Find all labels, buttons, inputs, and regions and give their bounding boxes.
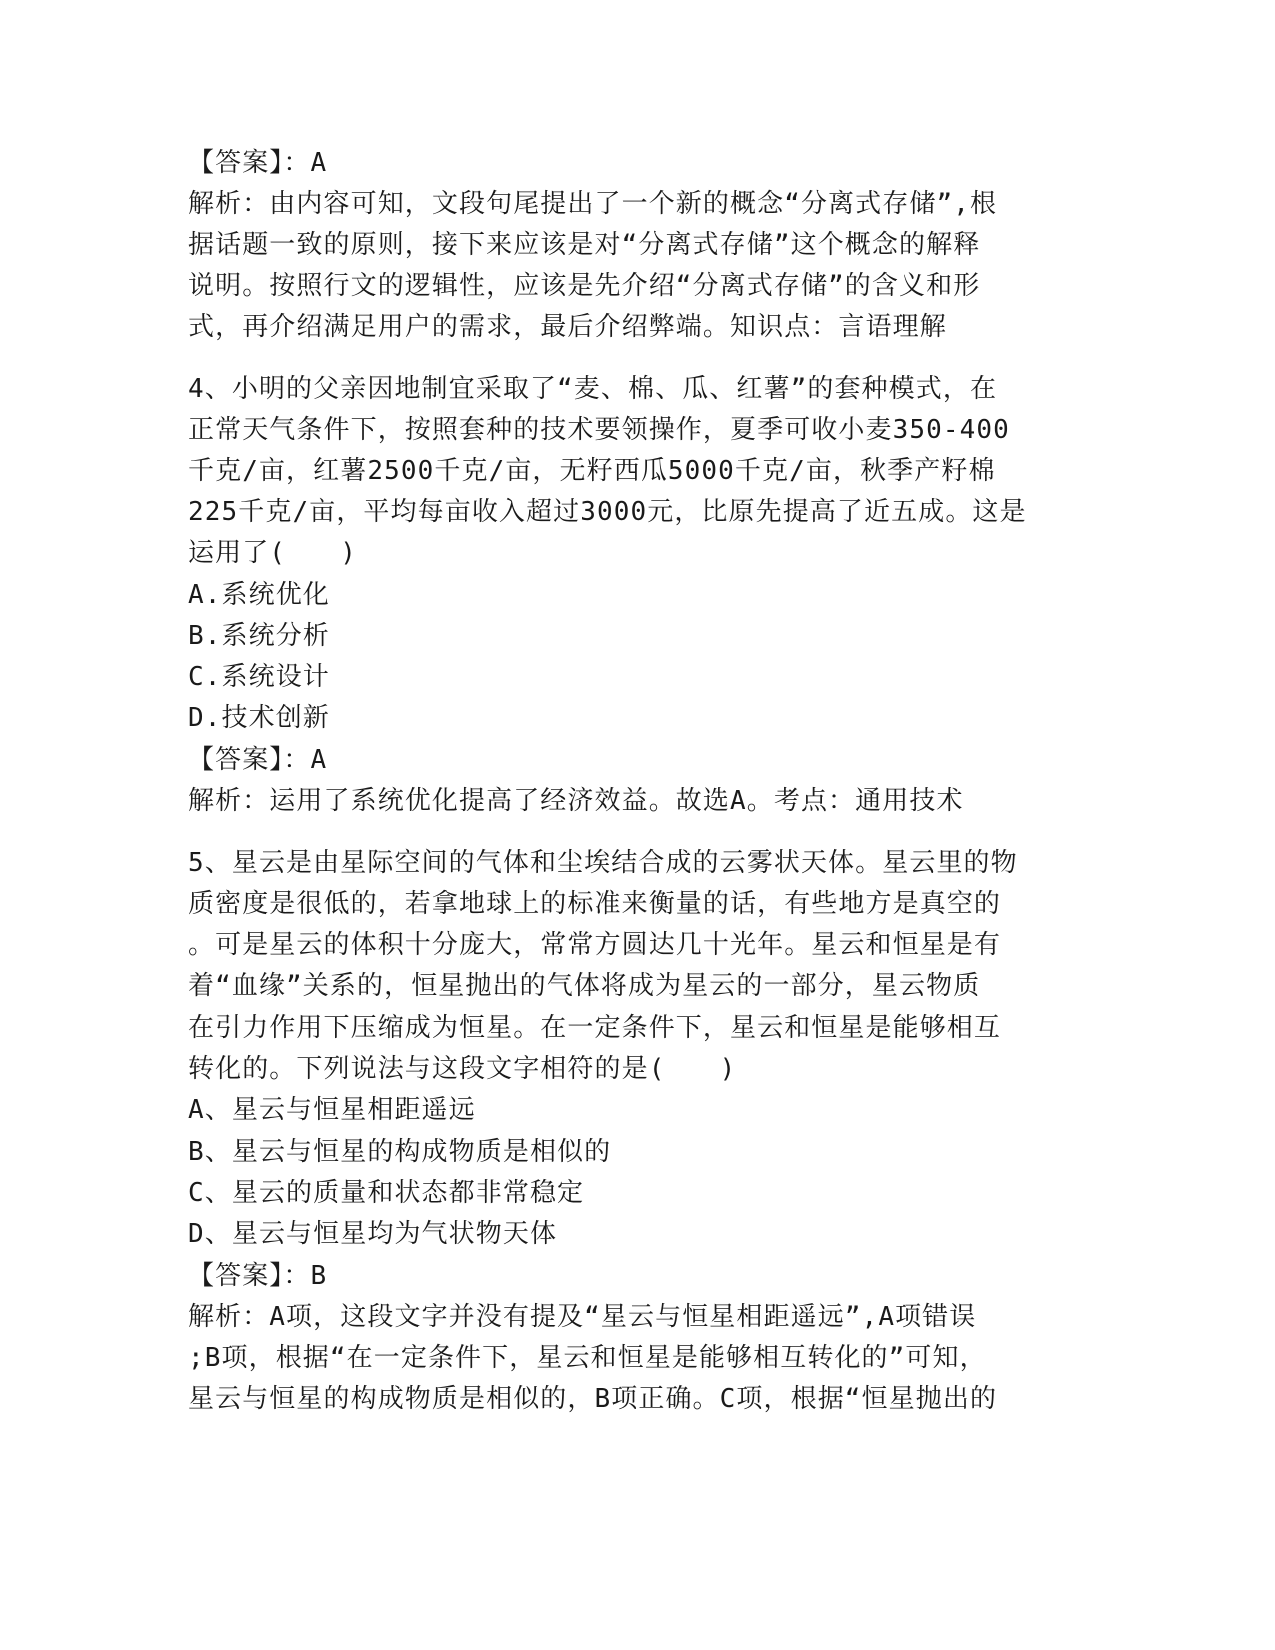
explanation-line: 据话题一致的原则，接下来应该是对“分离式存储”这个概念的解释 xyxy=(188,230,981,260)
explanation-line: 解析：运用了系统优化提高了经济效益。故选A。考点：通用技术 xyxy=(188,786,964,816)
option-b: B、星云与恒星的构成物质是相似的 xyxy=(188,1137,612,1167)
question-5-text: 。可是星云的体积十分庞大，常常方圆达几十光年。星云和恒星是有 xyxy=(188,930,1002,960)
option-d: D.技术创新 xyxy=(188,703,330,733)
question-4-text: 正常天气条件下，按照套种的技术要领操作，夏季可收小麦350-400 xyxy=(188,415,1010,445)
option-b: B.系统分析 xyxy=(188,621,330,651)
option-d: D、星云与恒星均为气状物天体 xyxy=(188,1219,558,1249)
question-5-text: 在引力作用下压缩成为恒星。在一定条件下，星云和恒星是能够相互 xyxy=(188,1013,1002,1043)
explanation-line: 说明。按照行文的逻辑性，应该是先介绍“分离式存储”的含义和形 xyxy=(188,271,981,301)
question-5-text: 质密度是很低的，若拿地球上的标准来衡量的话，有些地方是真空的 xyxy=(188,889,1002,919)
question-4-text: 225千克/亩，平均每亩收入超过3000元，比原先提高了近五成。这是 xyxy=(188,497,1027,527)
option-c: C.系统设计 xyxy=(188,662,330,692)
explanation-line: 星云与恒星的构成物质是相似的，B项正确。C项，根据“恒星抛出的 xyxy=(188,1384,998,1414)
option-a: A.系统优化 xyxy=(188,580,330,610)
explanation-line: 解析：A项，这段文字并没有提及“星云与恒星相距遥远”,A项错误 xyxy=(188,1302,977,1332)
question-5-text: 5、星云是由星际空间的气体和尘埃结合成的云雾状天体。星云里的物 xyxy=(188,848,1018,878)
answer-line: 【答案】：A xyxy=(188,745,328,775)
answer-line: 【答案】：A xyxy=(188,148,328,178)
option-c: C、星云的质量和状态都非常稳定 xyxy=(188,1178,585,1208)
answer-line: 【答案】：B xyxy=(188,1261,328,1291)
question-4-text: 千克/亩，红薯2500千克/亩，无籽西瓜5000千克/亩，秋季产籽棉 xyxy=(188,456,996,486)
option-a: A、星云与恒星相距遥远 xyxy=(188,1095,476,1125)
explanation-line: ;B项，根据“在一定条件下，星云和恒星是能够相互转化的”可知， xyxy=(188,1343,987,1373)
explanation-line: 解析：由内容可知，文段句尾提出了一个新的概念“分离式存储”,根 xyxy=(188,189,998,219)
question-5-text: 着“血缘”关系的，恒星抛出的气体将成为星云的一部分，星云物质 xyxy=(188,971,981,1001)
question-5-text: 转化的。下列说法与这段文字相符的是( ) xyxy=(188,1054,737,1084)
explanation-line: 式，再介绍满足用户的需求，最后介绍弊端。知识点：言语理解 xyxy=(188,312,947,342)
question-4-text: 运用了( ) xyxy=(188,538,358,568)
question-4-text: 4、小明的父亲因地制宜采取了“麦、棉、瓜、红薯”的套种模式，在 xyxy=(188,374,998,404)
